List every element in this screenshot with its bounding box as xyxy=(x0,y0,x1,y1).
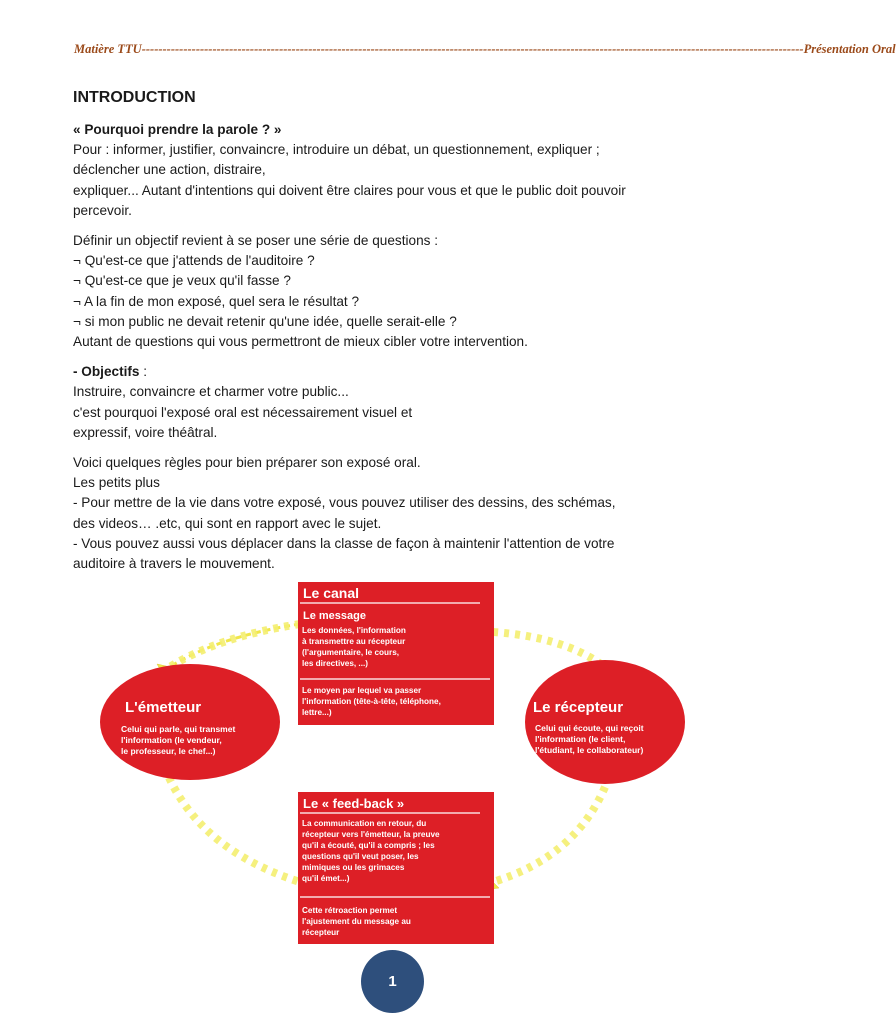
emetteur-text: l'information (le vendeur, xyxy=(121,735,222,745)
header-dashes: --------------------------------------------------------------------------------------------------------------------------------------------------------------- xyxy=(141,42,804,56)
text-line: expliquer... Autant d'intentions qui doivent être claires pour vous et que le public doit pouvoir xyxy=(73,182,626,198)
page-header xyxy=(74,42,896,57)
feedback-text: l'ajustement du message au xyxy=(302,917,411,926)
text-line: Instruire, convaincre et charmer votre public... xyxy=(73,384,349,400)
document-body xyxy=(73,88,703,584)
recepteur-text: Celui qui écoute, qui reçoit xyxy=(535,723,644,733)
text-line: - Pour mettre de la vie dans votre exposé, vous pouvez utiliser des dessins, des schémas, xyxy=(73,495,616,511)
page-number-badge: 1 xyxy=(361,950,424,1013)
emetteur-text: le professeur, le chef...) xyxy=(121,746,216,756)
recepteur-node xyxy=(525,660,685,784)
objectives-heading xyxy=(73,362,703,382)
objectives-colon: : xyxy=(139,364,148,380)
canal-text: l'information (tête-à-tête, téléphone, xyxy=(302,697,441,706)
feedback-node xyxy=(298,792,494,944)
recepteur-title: Le récepteur xyxy=(533,699,624,716)
text-line: déclencher une action, distraire, xyxy=(73,162,266,178)
text-line: Définir un objectif revient à se poser une série de questions : xyxy=(73,233,438,249)
question-item: ¬ Qu'est-ce que j'attends de l'auditoire ? xyxy=(73,253,315,269)
feedback-text: qu'il a écouté, qu'il a compris ; les xyxy=(302,841,435,850)
canal-text: Le moyen par lequel va passer xyxy=(302,686,422,695)
text-line: c'est pourquoi l'exposé oral est nécessairement visuel et xyxy=(73,404,413,420)
text-line: Pour : informer, justifier, convaincre, introduire un débat, un questionnement, expliquer ; xyxy=(73,142,600,158)
canal-text: les directives, ...) xyxy=(302,659,368,668)
canal-text: (l'argumentaire, le cours, xyxy=(302,648,400,657)
feedback-text: questions qu'il veut poser, les xyxy=(302,852,419,861)
objectives-label: - Objectifs xyxy=(73,364,140,380)
feedback-text: mimiques ou les grimaces xyxy=(302,863,405,872)
feedback-title: Le « feed-back » xyxy=(303,796,405,811)
text-line: - Vous pouvez aussi vous déplacer dans la classe de façon à maintenir l'attention de votre xyxy=(73,535,615,551)
text-line: Voici quelques règles pour bien préparer son exposé oral. xyxy=(73,455,421,471)
feedback-text: Cette rétroaction permet xyxy=(302,906,398,915)
question-item: ¬ A la fin de mon exposé, quel sera le résultat ? xyxy=(73,293,360,309)
text-line: auditoire à travers le mouvement. xyxy=(73,556,275,572)
header-right: Présentation Oral xyxy=(803,42,896,56)
text-line: expressif, voire théâtral. xyxy=(73,424,218,440)
question-heading: « Pourquoi prendre la parole ? » xyxy=(73,122,282,137)
feedback-text: récepteur xyxy=(302,928,340,937)
text-line: des videos… .etc, qui sont en rapport avec le sujet. xyxy=(73,515,382,531)
canal-title: Le canal xyxy=(303,585,360,601)
question-item: ¬ si mon public ne devait retenir qu'une idée, quelle serait-elle ? xyxy=(73,313,457,329)
canal-text: lettre...) xyxy=(302,708,332,717)
recepteur-text: l'étudiant, le collaborateur) xyxy=(535,745,644,755)
question-item: ¬ Qu'est-ce que je veux qu'il fasse ? xyxy=(73,273,291,289)
text-line: Autant de questions qui vous permettront de mieux cibler votre intervention. xyxy=(73,334,528,350)
questions-paragraph xyxy=(73,231,703,352)
emetteur-title: L'émetteur xyxy=(125,699,202,716)
objectives-paragraph xyxy=(73,362,703,443)
header-left: Matière TTU xyxy=(74,42,142,56)
rules-paragraph xyxy=(73,453,703,574)
feedback-text: La communication en retour, du xyxy=(302,819,427,828)
emetteur-node xyxy=(100,664,280,780)
canal-text: Les données, l'information xyxy=(302,626,406,635)
canal-text: à transmettre au récepteur xyxy=(302,637,406,646)
recepteur-text: l'information (le client, xyxy=(535,734,626,744)
canal-subtitle: Le message xyxy=(303,610,366,622)
text-line: percevoir. xyxy=(73,202,132,218)
canal-node xyxy=(298,582,494,725)
communication-diagram xyxy=(95,582,690,944)
feedback-text: récepteur vers l'émetteur, la preuve xyxy=(302,830,440,839)
feedback-text: qu'il émet...) xyxy=(302,874,350,883)
text-line: Les petits plus xyxy=(73,475,160,491)
emetteur-text: Celui qui parle, qui transmet xyxy=(121,724,236,734)
section-title: INTRODUCTION xyxy=(73,89,196,106)
intro-paragraph xyxy=(73,120,703,221)
